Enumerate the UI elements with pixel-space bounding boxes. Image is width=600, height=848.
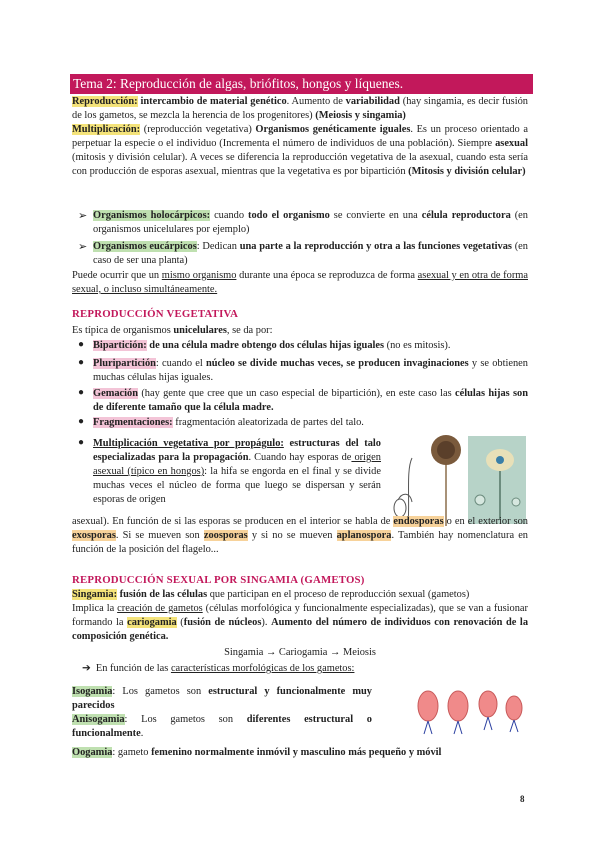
multiplicacion-label: Multiplicación: — [72, 124, 141, 135]
isogamia-item: Isogamia: Los gametos son estructural y funcionalmente muy parecidos — [72, 686, 372, 711]
section-heading-vegetativa: REPRODUCCIÓN VEGETATIVA — [72, 308, 239, 320]
puede-ocurrir-paragraph: Puede ocurrir que un mismo organismo durante una época se reproduzca de forma asexual y en otra de forma sexual, o incluso simultáneamente. — [72, 270, 528, 295]
vegetativa-intro: Es típica de organismos unicelulares, se da por: — [72, 325, 273, 336]
arrow-bullet-icon: ➢ — [78, 210, 88, 222]
bullet-dot-icon: ● — [78, 357, 85, 368]
reproduccion-paragraph: Reproducción: intercambio de material genético. Aumento de variabilidad (hay singamia, es decir fusión de los gametos, se mezcla la herencia de los progenitores) (Meiosis y singamia) — [72, 96, 528, 121]
bullet-dot-icon: ● — [78, 416, 85, 427]
gamete-cell-icon — [479, 691, 497, 730]
bullet-dot-icon: ● — [78, 339, 85, 350]
singamia-paragraph: Singamia: fusión de las células que participan en el proceso de reproducción sexual (gametos) Implica la creación de gametos (células morfológica y funcionalmente especializadas), que se van a fusionar formando la cariogamia (fusión de núcleos). Aumento del número de individuos con renovación de la composición genética. — [72, 589, 529, 642]
page-number: 8 — [520, 794, 525, 804]
gamete-cell-icon — [418, 691, 438, 734]
micrograph-icon — [468, 436, 526, 524]
reproduccion-def: intercambio de material genético — [140, 96, 287, 107]
pluriparticion-item: Pluripartición: cuando el núcleo se divide muchas veces, se producen invaginaciones y se obtienen muchas células hijas iguales. — [93, 358, 528, 383]
holocarpicos-item: Organismos holocárpicos: cuando todo el organismo se convierte en una célula reproductora (en organismos unicelulares por ejemplo) — [93, 210, 528, 235]
bullet-dot-icon: ● — [78, 387, 85, 398]
gamete-cell-icon — [506, 696, 522, 732]
gemacion-item: Gemación (hay gente que cree que un caso especial de bipartición), en este caso las células hijas son de diferente tamaño que la célula madre. — [93, 388, 529, 413]
process-formula: Singamia → Cariogamia → Meiosis — [224, 647, 376, 658]
gamete-cell-icon — [448, 691, 468, 734]
fragmentaciones-item: Fragmentaciones: fragmentación aleatorizada de partes del talo. — [93, 417, 364, 428]
arrow-icon: ➔ — [82, 663, 96, 674]
oogamia-item: Oogamia: gameto femenino normalmente inmóvil y masculino más pequeño y móvil — [72, 747, 442, 758]
propagulo-item: Multiplicación vegetativa por propágulo: estructuras del talo especializadas para la propagación. Cuando hay esporas de origen asexual (típico en hongos): la hifa se engorda en el final y se divide muchas veces el núcleo de forma que luego se dispersan y serán esporas de origen — [93, 438, 381, 505]
anisogamia-item: Anisogamia: Los gametos son diferentes estructural o funcionalmente. — [72, 714, 372, 739]
biparticion-item: Bipartición: de una célula madre obtengo dos células hijas iguales (no es mitosis). — [93, 340, 451, 351]
section-heading-sexual: REPRODUCCIÓN SEXUAL POR SINGAMIA (GAMETOS) — [72, 574, 365, 586]
page-title: Tema 2: Reproducción de algas, briófitos, hongos y líquenes. — [70, 74, 533, 94]
spore-illustration — [388, 430, 528, 528]
reproduccion-label: Reproducción: — [72, 96, 138, 107]
esporas-paragraph: asexual). En función de si las esporas se producen en el interior se habla de endosporas o en el exterior son exosporas. Si se mueven son zoosporas y si no se mueven aplanospora. También hay nomenclatura en función de la posición del flagelo... — [72, 516, 529, 555]
gametes-intro: ➔ En función de las características morfológicas de los gametos: — [82, 663, 355, 674]
eucarpicos-item: Organismos eucárpicos: Dedican una parte a la reproducción y otra a las funciones vegetativas (en caso de ser una planta) — [93, 241, 528, 266]
bullet-dot-icon: ● — [78, 437, 85, 448]
arrow-bullet-icon: ➢ — [78, 241, 88, 253]
multiplicacion-paragraph: Multiplicación: (reproducción vegetativa) Organismos genéticamente iguales. Es un proceso orientado a perpetuar la especie o el individuo (Incrementa el número de individuos de una población). Siempre asexual (mitosis y división celular). A veces se diferencia la reproducción vegetativa de la asexual, cuando esta sería con producción de esporas asexual, mientras que la vegetativa es por bipartición (Mitosis y división celular) — [72, 124, 528, 177]
gametes-illustration — [408, 684, 526, 742]
